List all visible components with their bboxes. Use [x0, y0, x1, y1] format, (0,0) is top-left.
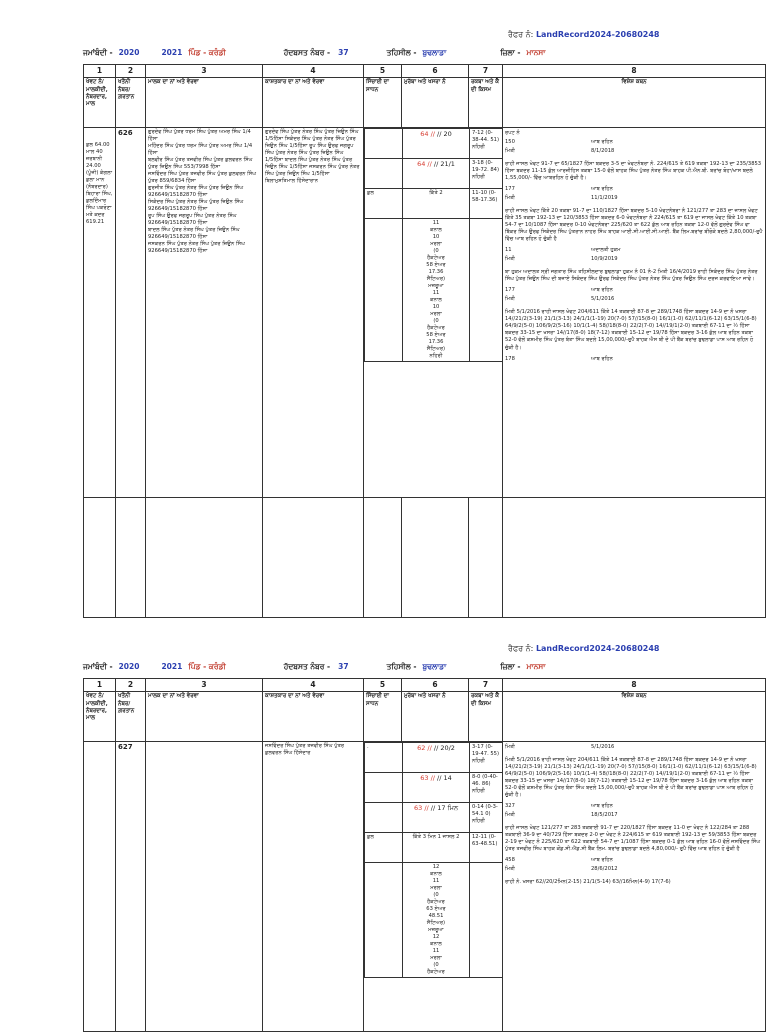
remarks-list — [505, 129, 763, 363]
remarks-list — [505, 743, 763, 886]
remarks-cell — [503, 742, 766, 1032]
remark-value: 11/1/2019 — [591, 195, 618, 202]
area-total-row — [365, 219, 503, 362]
year-start: 2020 — [118, 48, 140, 57]
remark-key: 458 — [505, 857, 515, 864]
owner-cell: ਗੁਰਦੇਵ ਸਿੰਘ ਪੁੱਤਰ ਧਰਮ ਸਿੰਘ ਪੁੱਤਰ ਅਮਰ ਸਿੰਘ 1/4 ਹਿੱਸਾ ਮਹਿੰਦਰ ਸਿੰਘ ਪੁੱਤਰ ਧਰਮ ਸਿੰਘ ਪੁੱਤਰ ਅਮਰ ਸਿੰਘ 1/4 ਹਿੱਸਾ ਬਲਵੀਰ ਸਿੰਘ ਪੁੱਤਰ ਤਜਵੀਰ ਸਿੰਘ ਪੁੱਤਰ ਕੁਲਵਰਨ ਸਿੰਘ ਪੁੱਤਰ ਜ਼ਿਉਨ ਸਿੰਘ 553/7998 ਹਿੱਸਾ ਜਸਵਿੰਦਰ ਸਿੰਘ ਪੁੱਤਰ ਤਜਵੀਰ ਸਿੰਘ ਪੁੱਤਰ ਕੁਲਵਰਨ ਸਿੰਘ ਪੁੱਤਰ 859/6834 ਹਿੱਸਾ ਗੁਰਜੀਤ ਸਿੰਘ ਪੁੱਤਰ ਨੇਤਰ ਸਿੰਘ ਪੁੱਤਰ ਜ਼ਿਉਨ ਸਿੰਘ 926649/15182870 ਹਿੱਸਾ ਸਿਕੰਦਰ ਸਿੰਘ ਪੁੱਤਰ ਨੇਤਰ ਸਿੰਘ ਪੁੱਤਰ ਜ਼ਿਉਨ ਸਿੰਘ 926649/15182870 ਹਿੱਸਾ ਰੂਪ ਸਿੰਘ ਉਰਫ ਜਗਰੂਪ ਸਿੰਘ ਪੁੱਤਰ ਨੇਤਰ ਸਿੰਘ 926649/15182870 ਹਿੱਸਾ ਬਾਦਲ ਸਿੰਘ ਪੁੱਤਰ ਨੇਤਰ ਸਿੰਘ ਪੁੱਤਰ ਜ਼ਿਉਨ ਸਿੰਘ 926649/15182870 ਹਿੱਸਾ ਜਸਕਰਨ ਸਿੰਘ ਪੁੱਤਰ ਨੇਤਰ ਸਿੰਘ ਪੁੱਤਰ ਜ਼ਿਉਨ ਸਿੰਘ 926649/15182870 ਹਿੱਸਾ — [146, 128, 263, 498]
col-heading: ਖੇਵਟ ਨੰ/ ਮਾਲਕੀਦੀ, ਨੰਬਰਦਾਰ, ਮਾਲ — [84, 78, 116, 128]
rakba-cell: 7-12 (0-38-44. 51) ਨਹਿਰੀ — [470, 129, 503, 159]
jamabandi-table — [83, 64, 766, 618]
remark-value: ਅਦਾਲਤੀ ਹੁਕਮ — [591, 247, 621, 254]
remark-value: ਆਬ ਰਹਿਨ — [591, 186, 613, 193]
col-heading: ਕਾਸ਼ਤਕਾਰ ਦਾ ਨਾਂ ਅਤੇ ਵੇਰਵਾ — [263, 78, 364, 128]
irrigation-cell — [365, 773, 403, 803]
remark-key: ਮਿਤੀ — [505, 812, 515, 819]
col-number: 5 — [364, 65, 402, 78]
tehsil-name: ਬੁਢਲਾਡਾ — [422, 662, 447, 671]
remark-key: 11 — [505, 247, 512, 254]
irrigation-cell — [365, 803, 403, 833]
murabba-number: 62 — [417, 744, 426, 753]
remark-paragraph: ਰਾਹੀ ਜਾਸਲ ਖੇਵਟ 121/277 ਤਾ 283 ਤਕਬਾਈ 91-7 ਦਾ 220/1827 ਹਿੱਸਾ ਬਕਦਰ 11-0 ਦਾ ਖੇਵਟ ਨੰ 122/284 ਤਾ 288 ਤਕਬਾਈ 36-9 ਦਾ 40/729 ਹਿੱਸਾ ਬਕਦਰ 2-0 ਦਾ ਖੇਵਟ ਨੰ 224/615 ਤਾ 619 ਤਕਬਾਈ 192-13 ਦਾ 59/3853 ਹਿੱਸਾ ਬਕਦਰ 2-19 ਦਾ ਖੇਵਟ ਨੰ 225/620 ਤਾ 622 ਤਕਬਾਈ 54-7 ਦਾ 1/1087 ਹਿੱਸਾ ਬਕਦਰ 0-1 ਕੁੱਲ ਆਬ ਰਹਿਨ 16-0 ਵੱਲੋਂ ਜਸਵਿੰਦਰ ਸਿੰਘ ਪੁੱਤਰ ਤਜਵੀਰ ਸਿੰਘ ਬਾਹਕ ਕੋਂਡ.ਸੀ.ਐਂਡ.ਸੀ ਬੈਂਕ ਲਿਮ. ਬਰਾਂਚ ਬੁਢਲਾਡਾ ਬਦਲੇ 4,80,000/- ਰੁਪੈ ਵਿੱਚ ਆਬ ਰਹਿਨ ਹੋ ਚੁੱਕੀ ਹੈ — [505, 825, 761, 853]
khasra-row — [365, 129, 503, 159]
khasra-row — [365, 773, 503, 803]
area-breakdown: 12 ਕਨਾਲ 11 ਮਰਲਾ (0 ਹੈਕਟੇਅਰ 63 ਏਅਰ 48.51 ਸੈਂਟਿਅਰ) ਮਜ਼ਰੂਆ 12 ਕਨਾਲ 11 ਮਰਲਾ (0 ਹੈਕਟੇਅਰ — [403, 863, 470, 978]
tehsil-label: ਤਹਿਸੀਲ - — [386, 662, 417, 671]
cultivator-cell: ਜਸਵਿੰਦਰ ਸਿੰਘ ਪੁੱਤਰ ਤਜਵੀਰ ਸਿੰਘ ਪੁੱਤਰ ਕੁਲਵਰਨ ਸਿੰਘ ਹਿੱਸੇਦਾਰ — [263, 742, 364, 1032]
remark-entry — [505, 355, 763, 364]
irrigation-cell — [365, 159, 403, 189]
reference-value: LandRecord2024-20680248 — [535, 30, 660, 39]
remark-entry — [505, 185, 763, 194]
year-end: 2021 — [161, 662, 183, 671]
remark-entry — [505, 811, 763, 820]
reference-label: ਰੈਫਰ ਨੰ: — [508, 30, 534, 39]
khasra-total: ਕਿੱਤੇ 2 — [403, 189, 470, 219]
remark-paragraph: ਰਾਹੀ ਜਾਸਲ ਖੇਵਟ ਕਿੱਤੇ 20 ਤਕਬਾ 91-7 ਦਾ 110/1827 ਹਿੱਸਾ ਬਕਦਰ 5-10 ਖੇਵਟਨੰਬਰਾ ਨੰ 121/277 ਤਾ 283 ਦਾ ਜਾਸਲ ਖੇਵਟ ਕਿੱਤੇ 35 ਤਕਬਾ 192-13 ਦਾ 120/3853 ਹਿੱਸਾ ਬਕਦਰ 6-0 ਖੇਵਟਨੰਬਰਾ ਨੰ 224/615 ਤਾ 619 ਦਾ ਜਾਸਲ ਖੇਵਟ ਕਿੱਤੇ 10 ਤਕਬਾ 54-7 ਦਾ 10/1087 ਹਿੱਸਾ ਬਕਦਰ 0-10 ਖੇਵਟਨੰਬਰਾ 225/620 ਤਾ 622 ਕੁੱਲ ਆਬ ਰਹਿਨ ਤਕਬਾ 12-0 ਵੱਲੋਂ ਗੁਰਦੇਵ ਸਿੰਘ ਵਾ ਬਿੱਕਰ ਸਿੰਘ ਉਰਫ ਸਿਕੰਦਰ ਸਿੰਘ ਪੁੱਤਰਾਨ ਨਾਹਰ ਸਿੰਘ ਬਾਹਕ ਆਈ.ਸੀ.ਆਈ.ਸੀ.ਆਈ. ਬੈਂਕ ਲਿਮ.ਬਰਾਂਚ ਬੀਰੋਕੇ ਬਦਲੇ 2,80,000/-ਰੁਪੈ ਵਿੱਚ ਆਬ ਰਹਿਨ ਹੋ ਚੁੱਕੀ ਹੈ — [505, 208, 763, 243]
khasra-row — [365, 743, 503, 773]
remark-key: 178 — [505, 355, 515, 362]
irrigation-cell: . — [365, 743, 403, 773]
district-name: ਮਾਨਸਾ — [526, 48, 546, 57]
remark-value: ਆਬ ਰਹਿਨ — [591, 287, 613, 294]
khasra-total: ਕਿੱਤੇ 3 ਮਿਨ 1 ਜਾਸਲ 2 — [403, 833, 470, 863]
remark-value: 8/1/2018 — [591, 148, 615, 155]
col-number: 3 — [146, 65, 263, 78]
col-heading: ਖੇਵਟ ਨੰ/ ਮਾਲਕੀਦੀ, ਨੰਬਰਦਾਰ, ਮਾਲ — [84, 692, 116, 742]
remark-value: 28/6/2012 — [591, 866, 618, 873]
remark-paragraph: ਬਾ ਹੁਕਮ ਅਦਾਲਤ ਸ੍ਰੀ ਜਗਤਾਰ ਸਿੰਘ ਤਹਿਸੀਲਦਾਰ ਬੁਢਲਾਡਾ ਹੁਕਮ ਨੰ 01 ਨੰ-2 ਮਿਤੀ 16/4/2019 ਰਾਹੀ ਸਿਕੰਦਰ ਸਿੰਘ ਪੁੱਤਰ ਨੇਤਰ ਸਿੰਘ ਪੁੱਤਰ ਜ਼ਿਉਨ ਸਿੰਘ ਦੀ ਬਜਾਏ ਸਿਕੰਦਰ ਸਿੰਘ ਉਰਫ ਸਿਕੰਦਰ ਸਿੰਘ ਪੁੱਤਰ ਨੇਤਰ ਸਿੰਘ ਪੁੱਤਰ ਜ਼ਿਉਨ ਸਿੰਘ ਦਰਜ ਕਰਵਾਇਆ ਜਾਵੇ। — [505, 269, 758, 283]
remark-value: 10/9/2019 — [591, 256, 618, 263]
remark-value: 5/1/2016 — [591, 296, 615, 303]
khasra-cell: 62 // // 20/2 — [403, 743, 470, 773]
col-number: 6 — [402, 679, 469, 692]
rakba-cell: 3-17 (0-19-47. 55) ਨਹਿਰੀ — [470, 743, 503, 773]
remark-entry — [505, 138, 763, 147]
khasra-total-row — [365, 189, 503, 219]
khasra-number: // 20/2 — [433, 744, 455, 753]
khasra-number: // 20 — [437, 130, 452, 139]
col-heading: ਮਾਲਕ ਦਾ ਨਾਂ ਅਤੇ ਵੇਰਵਾ — [146, 78, 263, 128]
murabba-number: 63 — [413, 804, 423, 813]
district-label: ਜ਼ਿਲਾ - — [500, 48, 521, 57]
remark-key: ਮਿਤੀ — [505, 256, 515, 263]
rakba-total: 12-11 (0-63-48.51) — [470, 833, 503, 863]
reference-label: ਰੈਫਰ ਨੰ: — [508, 644, 534, 653]
irrigation-cell: ਕੁਲ — [365, 833, 403, 863]
murabba-number: 63 — [420, 774, 429, 783]
col-number: 7 — [469, 679, 503, 692]
hadbast-label: ਹੱਦਬਸਤ ਨੰਬਰ - — [283, 48, 331, 57]
irrigation-cell: ਕੁਲ — [365, 189, 403, 219]
col-heading: ਰਕਬਾ ਅਤੇ ਕੈ ਦੀ ਕਿਸਮ — [469, 692, 503, 742]
col-heading: ਸਿੰਚਾਈ ਦਾ ਸਾਧਨ — [364, 78, 402, 128]
table-row — [84, 128, 766, 498]
khasra-cell: 64 // // 20 — [403, 129, 470, 159]
col-number: 1 — [84, 65, 116, 78]
khasra-number: // 21/1 — [433, 160, 455, 169]
remark-key: ਮਿਤੀ — [505, 866, 515, 873]
khasra-cell: 63 // // 17 ਮਿਨ — [403, 803, 470, 833]
col-number: 7 — [469, 65, 503, 78]
remark-key: ਮਿਤੀ — [505, 296, 515, 303]
col-heading: ਮੁਰੱਬਾ ਅਤੇ ਖਸਰਾ ਨੰ — [402, 692, 469, 742]
remark-entry — [505, 856, 763, 865]
khasra-block — [364, 742, 503, 1032]
rakba-cell: 0-14 (0-3-54.1 0) ਨਹਿਰੀ — [470, 803, 503, 833]
col-number: 2 — [116, 65, 146, 78]
remark-entry — [505, 246, 763, 255]
khasra-cell: 64 // // 21/1 — [403, 159, 470, 189]
remark-key: 177 — [505, 186, 515, 193]
column-heading-row — [84, 692, 766, 742]
year-end: 2021 — [161, 48, 183, 57]
khasra-table — [364, 128, 503, 362]
year-start: 2020 — [118, 662, 140, 671]
table-row — [84, 742, 766, 1032]
table-row — [84, 498, 766, 618]
village: ਪਿੰਡ - ਕਰੰਡੀ — [188, 662, 226, 671]
reference-number — [508, 644, 659, 654]
khasra-number: // 17 ਮਿਨ — [430, 804, 459, 813]
remark-key: ਮਿਤੀ — [505, 148, 515, 155]
col-number: 8 — [503, 65, 766, 78]
remark-entry — [505, 865, 763, 874]
col-number: 2 — [116, 679, 146, 692]
remark-paragraph: ਮਿਤੀ 5/1/2016 ਰਾਹੀ ਜਾਸਲ ਖੇਵਟ 204/611 ਕਿੱਤੇ 14 ਤਕਬਾਈ 87-8 ਦਾ 289/1748 ਹਿੱਸਾ ਬਕਦਰ 14-9 ਦਾ ਨੰ ਖਸਰਾ 14//21/2(3-19) 21/1(3-13) 24/1/1(1-19) 20(7-0) 57//15(8-0) 16/1(1-0) 62//11/1(6-12) 63/15/1(6-8) 64/9/2(5-0) 106/9/2(5-16) 10/1(1-4) 58//18(8-0) 22/2(7-0) 14//19/1(2-0) ਤਕਬਾਈ 67-11 ਦਾ ½ ਹਿੱਸਾ ਬਕਦਰ 33-15 ਦਾ ਖਸਰਾ 14//17(8-0) 18(7-12) ਤਕਬਾਈ 15-12 ਦਾ 19/78 ਹਿੱਸਾ ਬਕਦਰ 3-16 ਕੁੱਲ ਆਬ ਰਹਿਨ ਤਕਬਾ 52-0 ਵੱਲੋਂ ਕਸ਼ਮੀਰ ਸਿੰਘ ਪੁੱਤਰ ਬੰਤਾ ਸਿੰਘ ਬਦਲੇ 15,00,000/-ਰੁਪੈ ਬਾਹਕ ਐਸ ਬੀ ਦੇ ਪੀ ਬੈਂਕ ਬਰਾਂਚ ਬੁਢਲਾਡਾ ਪਾਸ ਆਬ ਰਹਿਨ ਹੋ ਚੁੱਕੀ ਹੈ। — [505, 757, 757, 799]
column-heading-row — [84, 78, 766, 128]
remark-paragraph: ਮਿਤੀ 5/1/2016 ਰਾਹੀ ਜਾਸਲ ਖੇਵਟ 204/611 ਕਿੱਤੇ 14 ਤਕਬਾਈ 87-8 ਦਾ 289/1748 ਹਿੱਸਾ ਬਕਦਰ 14-9 ਦਾ ਨੰ ਖਸਰਾ 14//21/2(3-19) 21/1(3-13) 24/1/1(1-19) 20(7-0) 57//15(8-0) 16/1(1-0) 62//11/1(6-12) 63/15/1(6-8) 64/9/2(5-0) 106/9/2(5-16) 10/1(1-4) 58//18(8-0) 22/2(7-0) 14//19/1(2-0) ਤਕਬਾਈ 67-11 ਦਾ ½ ਹਿੱਸਾ ਬਕਦਰ 33-15 ਦਾ ਖਸਰਾ 14//17(8-0) 18(7-12) ਤਕਬਾਈ 15-12 ਦਾ 19/78 ਹਿੱਸਾ ਬਕਦਰ 3-16 ਕੁੱਲ ਆਬ ਰਹਿਨ ਤਕਬਾ 52-0 ਵੱਲੋਂ ਕਸ਼ਮੀਰ ਸਿੰਘ ਪੁੱਤਰ ਬੰਤਾ ਸਿੰਘ ਬਦਲੇ 15,00,000/-ਰੁਪੈ ਬਾਹਕ ਐਸ ਬੀ ਦੇ ਪੀ ਬੈਂਕ ਬਰਾਂਚ ਬੁਢਲਾਡਾ ਪਾਸ ਆਬ ਰਹਿਨ ਹੋ ਚੁੱਕੀ ਹੈ। — [505, 309, 757, 351]
area-breakdown: 11 ਕਨਾਲ 10 ਮਰਲਾ (0 ਹੈਕਟੇਅਰ 58 ਏਅਰ 17.36 ਸੈਂਟਿਅਰ) ਮਜ਼ਰੂਆ 11 ਕਨਾਲ 10 ਮਰਲਾ (0 ਹੈਕਟੇਅਰ 58 ਏਅਰ 17.36 ਸੈਂਟਿਅਰ) ਨਹਿਰੀ — [403, 219, 470, 362]
col-heading: ਮਾਲਕ ਦਾ ਨਾਂ ਅਤੇ ਵੇਰਵਾ — [146, 692, 263, 742]
rakba-cell: 8-0 (0-40-46. 86) ਨਹਿਰੀ — [470, 773, 503, 803]
area-total-row — [365, 863, 503, 978]
remark-entry — [505, 129, 763, 138]
village: ਪਿੰਡ - ਕਰੰਡੀ — [188, 48, 226, 57]
remark-value: ਆਬ ਰਹਿਨ — [591, 803, 613, 810]
col-number: 8 — [503, 679, 766, 692]
remark-entry — [505, 255, 763, 264]
khewat-cell: ਕੁਲ 64.00 ਮਾਲ 40 ਜ਼ਰਬਾਨੀ 24.00 (ਪੂੰਜੀ) ਕੰਗਲਾ ਕੁਲਾ ਮਾਨ (ਨੰਬਰਦਾਰ) ਬਿਹਾਰਾ ਸਿੰਘ, ਕੁਲਦਿੰਮਾਰ ਸਿੰਘ ਪਕਰੋਣਾ ਮਤੇ ਕਦਰ 619.21 — [84, 128, 116, 498]
remark-key: ਮਿਤੀ — [505, 195, 515, 202]
rakba-total: 11-10 (0-58-17.36) — [470, 189, 503, 219]
remark-value: ਆਬ ਰਹਿਨ — [591, 139, 613, 146]
col-heading: ਕਾਸ਼ਤਕਾਰ ਦਾ ਨਾਂ ਅਤੇ ਵੇਰਵਾ — [263, 692, 364, 742]
remark-entry — [505, 743, 763, 752]
column-number-row — [84, 65, 766, 78]
hadbast-label: ਹੱਦਬਸਤ ਨੰਬਰ - — [283, 662, 331, 671]
col-number: 3 — [146, 679, 263, 692]
remark-entry — [505, 295, 763, 304]
remark-value: ਆਬ ਰਹਿਨ — [591, 355, 613, 362]
hadbast-number: 37 — [338, 662, 349, 671]
hadbast-number: 37 — [338, 48, 349, 57]
remark-key: 177 — [505, 287, 515, 294]
document-header — [83, 48, 545, 58]
col-number: 4 — [263, 679, 364, 692]
jamabandi-table — [83, 678, 766, 1032]
reference-number — [508, 30, 659, 40]
jamabandi-label: ਜਮਾਂਬੰਦੀ - — [83, 48, 113, 57]
remarks-cell — [503, 128, 766, 498]
khasra-number: // 14 — [437, 774, 452, 783]
column-number-row — [84, 679, 766, 692]
jamabandi-label: ਜਮਾਂਬੰਦੀ - — [83, 662, 113, 671]
khasra-total-row — [365, 833, 503, 863]
remark-value: 5/1/2016 — [591, 744, 615, 751]
col-heading: ਮੁਰੱਬਾ ਅਤੇ ਖਸਰਾ ਨੰ — [402, 78, 469, 128]
tehsil-name: ਬੁਢਲਾਡਾ — [422, 48, 447, 57]
remark-key: ਰਪਟ ਨੰ — [505, 130, 520, 137]
district-name: ਮਾਨਸਾ — [526, 662, 546, 671]
col-number: 4 — [263, 65, 364, 78]
irrigation-cell — [365, 129, 403, 159]
murabba-number: 64 — [417, 160, 426, 169]
khasra-row — [365, 803, 503, 833]
remark-paragraph: ਰਾਹੀ ਨੰ. ਖਸਰਾ 62//20/2ਮਿਨ(2-15) 21/1(5-14) 63//16ਮਿਨ(4-9) 17(7-6) — [505, 879, 671, 886]
col-number: 1 — [84, 679, 116, 692]
remark-key: 327 — [505, 803, 515, 810]
col-heading: ਖਤੌਨੀ ਨੰਬਰ/ ਗ਼ਰਤਾਨ — [116, 78, 146, 128]
remark-entry — [505, 147, 763, 156]
khasra-table — [364, 742, 503, 978]
district-label: ਜ਼ਿਲਾ - — [500, 662, 521, 671]
khasra-cell: 63 // // 14 — [403, 773, 470, 803]
col-heading: ਰਕਬਾ ਅਤੇ ਕੈ ਦੀ ਕਿਸਮ — [469, 78, 503, 128]
col-heading: ਵਿਸ਼ੇਸ਼ ਕਥਨ — [503, 692, 766, 742]
khatauni-number: 626 — [116, 128, 146, 498]
remark-key: ਮਿਤੀ — [505, 744, 515, 751]
remark-paragraph: ਰਾਹੀ ਜਾਸਲ ਖੇਵਟ 91-7 ਦਾ 65/1827 ਹਿੱਸਾ ਬਕਦਰ 3-5 ਦਾ ਖੇਵਟਨੰਬਰਾ ਨੰ. 224/615 ਤੇ 619 ਤਕਬਾ 192-13 ਦਾ 235/3853 ਹਿੱਸਾ ਬਕਦਰ 11-15 ਕੁੱਲ ਆਰਜ਼ੀਹਿਸ ਤਕਬਾ 15-0 ਵੱਲੋਂ ਬਾਹਕ ਸਿੰਘ ਪੁੱਤਰ ਨੇਤਰ ਸਿੰਘ ਬਾਹਕ ਪੀ.ਐਨ.ਬੀ. ਬਰਾਂਚ ਬੋਹਾ/ਖਾਸ ਬਦਲੇ 1,55,000/- ਵਿੱਚ ਆਬਰਹਿਨ ਹੋ ਚੁੱਕੀ ਹੈ। — [505, 161, 762, 182]
remark-entry — [505, 194, 763, 203]
col-number: 6 — [402, 65, 469, 78]
col-heading: ਵਿਸ਼ੇਸ਼ ਕਥਨ — [503, 78, 766, 128]
khatauni-number: 627 — [116, 742, 146, 1032]
col-heading: ਸਿੰਚਾਈ ਦਾ ਸਾਧਨ — [364, 692, 402, 742]
remark-key: 150 — [505, 139, 515, 146]
col-number: 5 — [364, 679, 402, 692]
col-heading: ਖਤੌਨੀ ਨੰਬਰ/ ਗ਼ਰਤਾਨ — [116, 692, 146, 742]
remark-entry — [505, 802, 763, 811]
document-header — [83, 662, 545, 672]
khasra-row — [365, 159, 503, 189]
remark-value: 18/5/2017 — [591, 812, 618, 819]
page-bottom — [0, 636, 768, 1024]
reference-value: LandRecord2024-20680248 — [535, 644, 660, 653]
remark-value: ਆਬ ਰਹਿਨ — [591, 857, 613, 864]
tehsil-label: ਤਹਿਸੀਲ - — [386, 48, 417, 57]
rakba-cell: 3-18 (0-19-72. 84) ਨਹਿਰੀ — [470, 159, 503, 189]
murabba-number: 64 — [420, 130, 429, 139]
cultivator-cell: ਗੁਰਦੇਵ ਸਿੰਘ ਪੁੱਤਰ ਨੇਤਰ ਸਿੰਘ ਪੁੱਤਰ ਜ਼ਿਉਨ ਸਿੰਘ 1/5ਹਿੱਸਾ ਸਿਕੰਦਰ ਸਿੰਘ ਪੁੱਤਰ ਨੇਤਰ ਸਿੰਘ ਪੁੱਤਰ ਜ਼ਿਉਨ ਸਿੰਘ 1/5ਹਿੱਸਾ ਰੂਪ ਸਿੰਘ ਉਰਫ ਜਗਰੂਪ ਸਿੰਘ ਪੁੱਤਰ ਨੇਤਰ ਸਿੰਘ ਪੁੱਤਰ ਜ਼ਿਉਨ ਸਿੰਘ 1/5ਹਿੱਸਾ ਬਾਦਲ ਸਿੰਘ ਪੁੱਤਰ ਨੇਤਰ ਸਿੰਘ ਪੁੱਤਰ ਜ਼ਿਉਨ ਸਿੰਘ 1/5ਹਿੱਸਾ ਜਸਕਰਨ ਸਿੰਘ ਪੁੱਤਰ ਨੇਤਰ ਸਿੰਘ ਪੁੱਤਰ ਜ਼ਿਉਨ ਸਿੰਘ 1/5ਹਿੱਸਾ ਬਿਲਾਮੁਸ਼ਤਿਮਾਲ ਹਿੱਸੇਦਾਰਾਨ — [263, 128, 364, 498]
khasra-block — [364, 128, 503, 498]
remark-entry — [505, 286, 763, 295]
